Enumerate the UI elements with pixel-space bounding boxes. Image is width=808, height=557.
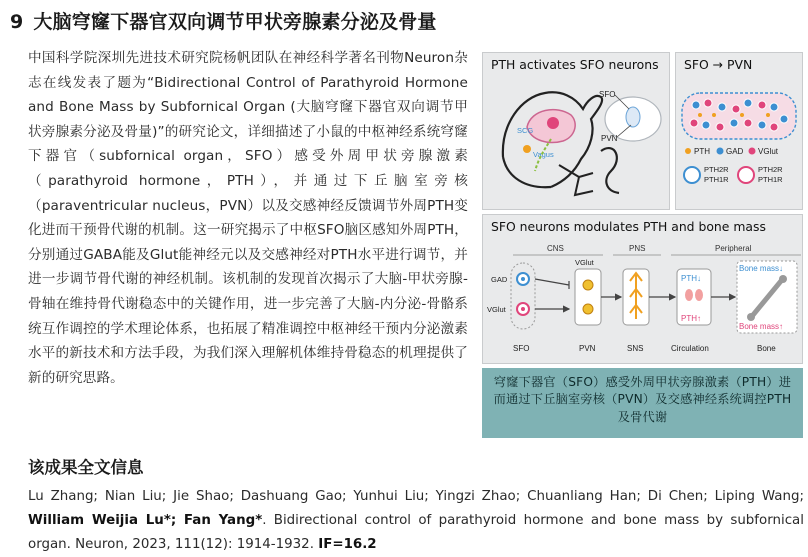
pvn-label: PVN bbox=[601, 134, 618, 143]
panel-a-title: PTH activates SFO neurons bbox=[491, 57, 659, 72]
citation-authors: Lu Zhang; Nian Liu; Jie Shao; Dashuang Gao; Yunhui Liu; Yingzi Zhao; Chuanliang Han; Di Chen; Liping Wang; bbox=[28, 489, 804, 504]
full-info-heading: 该成果全文信息 bbox=[28, 458, 144, 477]
sfo-label: SFO bbox=[599, 90, 616, 99]
flow-bone-label: Bone bbox=[757, 344, 776, 353]
flow-vglut-label: VGlut bbox=[487, 305, 506, 314]
panel-pth-activates-sfo bbox=[482, 52, 670, 210]
mouse-brain-illustration bbox=[483, 79, 669, 209]
corresponding-author-1: William Weijia Lu* bbox=[28, 513, 171, 528]
figure-caption: 穹窿下器官（SFO）感受外周甲状旁腺激素（PTH）进而通过下丘脑室旁核（PVN）及交感神经系统调控PTH及骨代谢 bbox=[482, 368, 803, 438]
article-paragraph: 中国科学院深圳先进技术研究院杨帆团队在神经科学著名刊物Neuron杂志在线发表了题为“Bidirectional Control of Parathyroid Hormone and Bone Mass by Subfornical Organ (大脑穹窿下器官双向调节甲状旁腺素分泌及骨量)”的研究论文，详细描述了小鼠的中枢神经系统穹窿下器官（subfornical organ，SFO）感受外周甲状旁腺激素（parathyroid hormone，PTH），并通过下丘脑室旁核（paraventricular nucleus，PVN）以及交感神经反馈调节外周PTH变化进而干预骨代谢的机制。这一研究揭示了中枢SFO脑区感知外周PTH，分别通过GABA能及Glut能神经元以及交感神经对PTH水平进行调节，并进一步调节骨代谢的神经机制。该机制的发现首次揭示了大脑-甲状旁腺-骨轴在维持骨代谢稳态中的关键作用，进一步完善了大脑-内分泌-骨骼系统互作调控的学术理论体系，也拓展了精准调控中枢神经干预内分泌激素水平的新技术和方法手段，为我们深入理解机体维持骨稳态的机理提供了新的研究思路。 bbox=[28, 50, 468, 386]
flow-bone-up: Bone mass↑ bbox=[739, 322, 784, 331]
vagus-label: Vagus bbox=[533, 150, 554, 159]
flow-pvn-label: PVN bbox=[579, 344, 596, 353]
section-number: 9 bbox=[10, 11, 24, 33]
legend-vglut: VGlut bbox=[758, 147, 779, 156]
panel-b-title: SFO → PVN bbox=[684, 57, 753, 72]
author-separator: ; bbox=[170, 513, 184, 528]
panel-c-title: SFO neurons modulates PTH and bone mass bbox=[491, 219, 766, 234]
section-title: 大脑穹窿下器官双向调节甲状旁腺素分泌及骨量 bbox=[33, 11, 437, 33]
pns-header: PNS bbox=[629, 244, 646, 253]
flow-sfo-label: SFO bbox=[513, 344, 530, 353]
panel-sfo-modulates-pth bbox=[482, 214, 803, 364]
neuron-cluster-illustration bbox=[676, 79, 802, 209]
flow-pth-down: PTH↓ bbox=[681, 274, 701, 283]
receptor-pth2r-right: PTH2R bbox=[758, 165, 783, 174]
cns-header: CNS bbox=[547, 244, 564, 253]
receptor-pth1r-left: PTH1R bbox=[704, 175, 729, 184]
corresponding-author-2: Fan Yang* bbox=[183, 513, 263, 528]
citation bbox=[28, 485, 804, 557]
legend-pth: PTH bbox=[694, 147, 710, 156]
flow-circulation-label: Circulation bbox=[671, 344, 709, 353]
flow-pth-up: PTH↑ bbox=[681, 314, 701, 323]
flow-bone-down: Bone mass↓ bbox=[739, 264, 784, 273]
peripheral-header: Peripheral bbox=[715, 244, 752, 253]
legend-gad: GAD bbox=[726, 147, 744, 156]
impact-factor: IF=16.2 bbox=[318, 537, 377, 552]
pathway-diagram bbox=[483, 239, 802, 363]
citation-text: . Bidirectional control of parathyroid hormone and bone mass by subfornical organ. Neuron, 2023, 111(12): 1914-1932. bbox=[28, 513, 804, 552]
scg-label: SCG bbox=[517, 126, 534, 135]
graphical-abstract bbox=[482, 52, 803, 438]
section-heading bbox=[10, 7, 437, 34]
panel-sfo-to-pvn bbox=[675, 52, 803, 210]
flow-vglut-top: VGlut bbox=[575, 258, 594, 267]
receptor-pth1r-right: PTH1R bbox=[758, 175, 783, 184]
receptor-pth2r-left: PTH2R bbox=[704, 165, 729, 174]
flow-sns-label: SNS bbox=[627, 344, 644, 353]
flow-gad-label: GAD bbox=[491, 275, 508, 284]
